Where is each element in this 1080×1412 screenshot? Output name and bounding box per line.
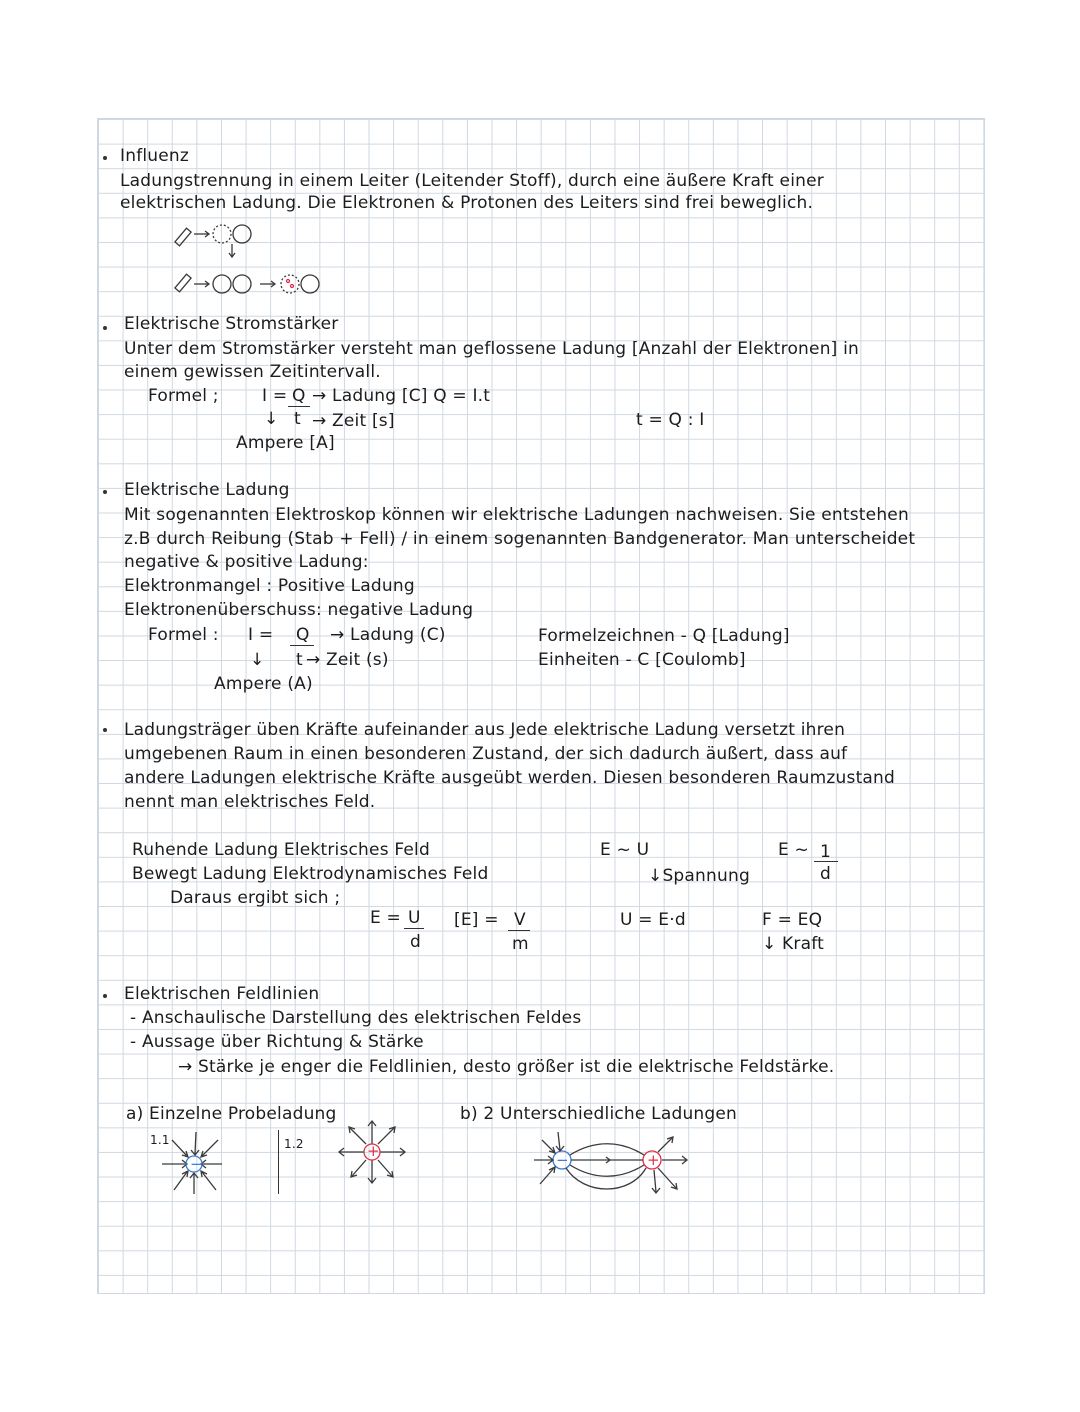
strom-title: Elektrische Stromstärker: [124, 314, 339, 334]
ladung-arrow-zeit: → Zeit (s): [306, 650, 389, 670]
feld-text-3: andere Ladungen elektrische Kräfte ausgeübt werden. Diesen besonderen Raumzustand: [124, 768, 896, 788]
dipole-field-sketch: [520, 1130, 720, 1210]
feldlinien-item-2: - Aussage über Richtung & Stärke: [130, 1032, 424, 1052]
feld-prop-d-num: 1: [820, 842, 832, 862]
feld-e-den: d: [410, 932, 421, 952]
fraction-bar: [814, 861, 838, 862]
bullet: [103, 994, 107, 998]
mark-1-2: 1.2: [284, 1137, 304, 1151]
feld-u-formula: U = E·d: [620, 910, 686, 930]
feld-prop-d-den: d: [820, 864, 831, 884]
strom-ampere: Ampere [A]: [236, 433, 335, 453]
fraction-bar: [290, 645, 314, 646]
feld-unit-num: V: [514, 910, 526, 930]
strom-text-2: einem gewissen Zeitintervall.: [124, 362, 381, 382]
ladung-text-3: negative & positive Ladung:: [124, 552, 369, 572]
strom-t-formula: t = Q : I: [636, 410, 705, 430]
minus-sign: −: [556, 1151, 569, 1169]
ladung-arrow-ladung: → Ladung (C): [330, 625, 446, 645]
bullet: [103, 156, 107, 160]
feld-prop-u: E ~ U: [600, 840, 650, 860]
bullet: [103, 490, 107, 494]
feld-text-4: nennt man elektrisches Feld.: [124, 792, 376, 812]
feld-e-num: U: [408, 908, 421, 928]
feld-text-1: Ladungsträger üben Kräfte aufeinander aus Jede elektrische Ladung versetzt ihren: [124, 720, 846, 740]
feld-e-lhs: E =: [370, 908, 401, 928]
fraction-bar: [288, 406, 310, 407]
feldlinien-a-label: a) Einzelne Probeladung: [126, 1104, 337, 1124]
ladung-ampere: Ampere (A): [214, 674, 313, 694]
feld-f-formula: F = EQ: [762, 910, 823, 930]
influenz-title: Influenz: [120, 146, 190, 166]
strom-text-1: Unter dem Stromstärker versteht man geflossene Ladung [Anzahl der Elektronen] in: [124, 339, 859, 359]
feld-unit-den: m: [512, 934, 529, 954]
feldlinien-item-1: - Anschaulische Darstellung des elektrischen Feldes: [130, 1008, 582, 1028]
divider-line: [278, 1130, 279, 1194]
feld-prop-d-lhs: E ~: [778, 840, 809, 860]
ladung-text-4: Elektronmangel : Positive Ladung: [124, 576, 415, 596]
influenz-text-1: Ladungstrennung in einem Leiter (Leitender Stoff), durch eine äußere Kraft einer: [120, 171, 824, 191]
mark-1-1: 1.1: [150, 1133, 170, 1147]
influenz-text-2: elektrischen Ladung. Die Elektronen & Protonen des Leiters sind frei beweglich.: [120, 193, 814, 213]
feldlinien-b-label: b) 2 Unterschiedliche Ladungen: [460, 1104, 738, 1124]
fraction-bar: [404, 928, 424, 929]
fraction-bar: [508, 930, 530, 931]
ladung-title: Elektrische Ladung: [124, 480, 290, 500]
strom-formel-den: t: [294, 409, 301, 429]
feld-ruhende: Ruhende Ladung Elektrisches Feld: [132, 840, 430, 860]
down-arrow: ↓: [264, 409, 279, 429]
minus-sign: −: [190, 1155, 203, 1173]
ladung-text-5: Elektronenüberschuss: negative Ladung: [124, 600, 474, 620]
down-arrow: ↓: [250, 650, 265, 670]
ladung-einheiten: Einheiten - C [Coulomb]: [538, 650, 746, 670]
feld-daraus: Daraus ergibt sich ;: [170, 888, 341, 908]
ladung-formelzeichen: Formelzeichnen - Q [Ladung]: [538, 626, 790, 646]
feld-bewegt: Bewegt Ladung Elektrodynamisches Feld: [132, 864, 489, 884]
feld-unit-lhs: [E] =: [454, 910, 499, 930]
ladung-text-1: Mit sogenannten Elektroskop können wir elektrische Ladungen nachweisen. Sie entstehen: [124, 505, 909, 525]
ladung-formel-label: Formel :: [148, 625, 219, 645]
feld-spannung: ↓Spannung: [648, 866, 750, 886]
feld-text-2: umgebenen Raum in einen besonderen Zustand, der sich dadurch äußert, dass auf: [124, 744, 848, 764]
feld-kraft: ↓ Kraft: [762, 934, 824, 954]
ladung-formel-lhs: I =: [248, 625, 274, 645]
strom-arrow-zeit: → Zeit [s]: [312, 411, 395, 431]
ladung-text-2: z.B durch Reibung (Stab + Fell) / in einem sogenannten Bandgenerator. Man unterscheidet: [124, 529, 916, 549]
influenz-sketch: [170, 218, 340, 298]
ladung-formel-den: t: [296, 650, 303, 670]
strom-formel-label: Formel ;: [148, 386, 219, 406]
feldlinien-title: Elektrischen Feldlinien: [124, 984, 320, 1004]
strom-formel-num: Q: [292, 386, 306, 406]
ladung-formel-num: Q: [296, 625, 310, 645]
bullet: [103, 728, 107, 732]
plus-sign: +: [647, 1151, 660, 1169]
feldlinien-arrow-line: → Stärke je enger die Feldlinien, desto größer ist die elektrische Feldstärke.: [178, 1057, 835, 1077]
strom-formel-lhs: I =: [262, 386, 288, 406]
bullet: [103, 326, 107, 330]
strom-arrow-ladung: → Ladung [C] Q = I.t: [312, 386, 491, 406]
plus-sign: +: [367, 1142, 380, 1160]
